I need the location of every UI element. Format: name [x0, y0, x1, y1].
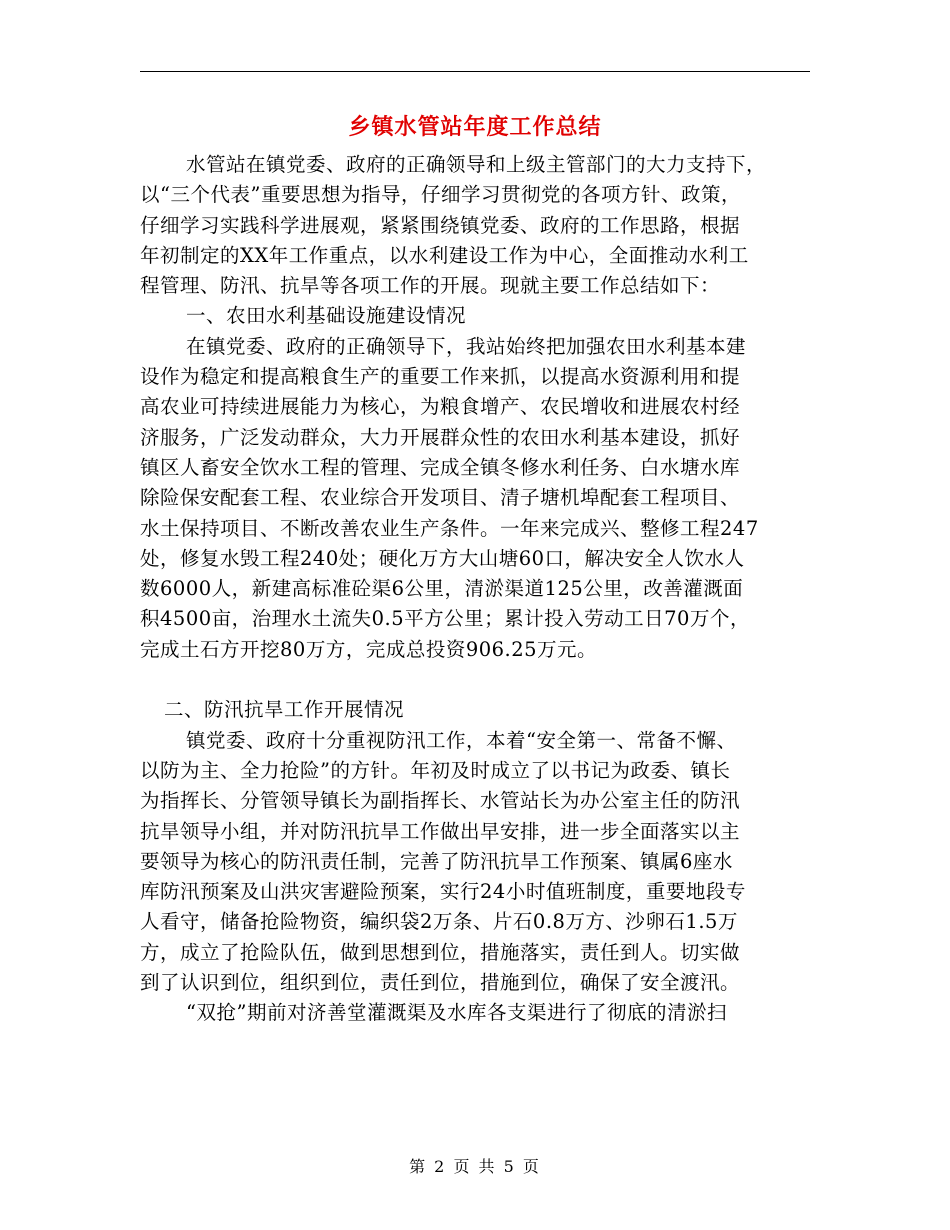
- paragraph-line: 水管站在镇党委、政府的正确领导和上级主管部门的大力支持下，: [186, 153, 767, 176]
- paragraph-line: “双抢”期前对济善堂灌溉渠及水库各支渠进行了彻底的清淤扫: [186, 1001, 727, 1025]
- paragraph-line: 在镇党委、政府的正确领导下，我站始终把加强农田水利基本建: [186, 334, 747, 358]
- paragraph-line: 以“三个代表”重要思想为指导，仔细学习贯彻党的各项方针、政策，: [140, 183, 741, 207]
- paragraph-line: 人看守，储备抢险物资，编织袋2万条、片石0.8万方、沙卵石1.5万: [140, 910, 738, 934]
- paragraph-line: 镇党委、政府十分重视防汛工作，本着“安全第一、常备不懈、: [186, 728, 737, 752]
- paragraph-line: 以防为主、全力抢险”的方针。年初及时成立了以书记为政委、镇长: [140, 758, 731, 782]
- paragraph-line: 为指挥长、分管领导镇长为副指挥长、水管站长为办公室主任的防汛: [140, 789, 741, 813]
- section-heading: 二、防汛抗旱工作开展情况: [164, 698, 405, 722]
- paragraph-line: 方，成立了抢险队伍，做到思想到位，措施落实，责任到人。切实做: [140, 940, 741, 964]
- paragraph-line: 除险保安配套工程、农业综合开发项目、清子塘机埠配套工程项目、: [140, 486, 741, 510]
- paragraph-line: 数6000人，新建高标准砼渠6公里，清淤渠道125公里，改善灌溉面: [140, 577, 744, 601]
- paragraph-line: 库防汛预案及山洪灾害避险预案，实行24小时值班制度，重要地段专: [140, 880, 746, 904]
- paragraph-line: 仔细学习实践科学进展观，紧紧围绕镇党委、政府的工作思路，根据: [140, 213, 741, 237]
- paragraph-line: 高农业可持续进展能力为核心，为粮食增产、农民增收和进展农村经: [140, 395, 741, 419]
- paragraph-line: 抗旱领导小组，并对防汛抗旱工作做出早安排，进一步全面落实以主: [140, 819, 741, 843]
- document-title: 乡镇水管站年度工作总结: [348, 114, 602, 140]
- header-rule: [140, 71, 810, 72]
- paragraph-line: 济服务，广泛发动群众，大力开展群众性的农田水利基本建设，抓好: [140, 425, 741, 449]
- paragraph-line: 处，修复水毁工程240处；硬化万方大山塘60口，解决安全人饮水人: [140, 546, 745, 570]
- paragraph-line: 程管理、防汛、抗旱等各项工作的开展。现就主要工作总结如下：: [140, 274, 721, 298]
- paragraph-line: 年初制定的XX年工作重点，以水利建设工作为中心，全面推动水利工: [140, 243, 749, 267]
- paragraph-line: 积4500亩，治理水土流失0.5平方公里；累计投入劳动工日70万个，: [140, 607, 750, 631]
- paragraph-line: 镇区人畜安全饮水工程的管理、完成全镇冬修水利任务、白水塘水库: [140, 455, 741, 479]
- paragraph-line: 要领导为核心的防汛责任制，完善了防汛抗旱工作预案、镇属6座水: [140, 849, 733, 873]
- blank-line: [140, 665, 810, 695]
- paragraph-line: 到了认识到位，组织到位，责任到位，措施到位，确保了安全渡汛。: [140, 971, 741, 995]
- page-number: 第 2 页 共 5 页: [409, 1157, 541, 1176]
- document-body: [140, 150, 810, 1029]
- section-heading: 一、农田水利基础设施建设情况: [186, 304, 467, 328]
- paragraph-line: 水土保持项目、不断改善农业生产条件。一年来完成兴、整修工程247: [140, 516, 759, 540]
- paragraph-line: 完成土石方开挖80万方，完成总投资906.25万元。: [140, 637, 598, 661]
- paragraph-line: 设作为稳定和提高粮食生产的重要工作来抓，以提高水资源利用和提: [140, 365, 741, 389]
